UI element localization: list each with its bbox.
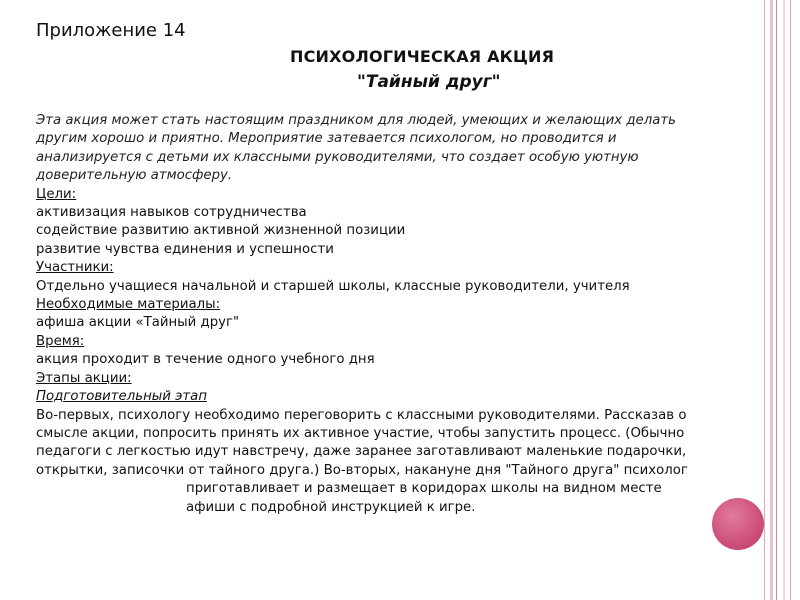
appendix-label: Приложение 14 [36,20,186,41]
stages-subheading: Подготовительный этап [36,389,208,405]
border-stripe [770,0,773,600]
page-subtitle: "Тайный друг" [357,72,501,92]
stages-indented-line: афиши с подробной инструкцией к игре. [186,499,476,515]
time-heading: Время: [36,333,85,349]
materials-heading: Необходимые материалы: [36,297,221,313]
intro-line: анализируется с детьми их классными руководителями, что создает особую уютную [36,149,639,165]
border-stripe [783,0,785,600]
stages-indented-line: приготавливает и размещает в коридорах школы на видном месте [186,481,662,497]
stages-line: Во-первых, психологу необходимо переговорить с классными руководителями. Рассказав о [36,407,687,423]
goal-item: содействие развитию активной жизненной позиции [36,223,406,239]
intro-line: Эта акция может стать настоящим праздником для людей, умеющих и желающих делать [36,113,676,128]
participants-text: Отдельно учащиеся начальной и старшей школы, классные руководители, учителя [36,278,630,294]
participants-heading: Участники: [36,260,114,276]
border-stripe [776,0,777,600]
intro-line: другим хорошо и приятно. Мероприятие затевается психологом, но проводится и [36,131,617,147]
stages-line: педагоги с легкостью идут навстречу, даже заранее заготавливают маленькие подарочки, [36,444,687,460]
time-text: акция проходит в течение одного учебного дня [36,352,375,368]
goals-heading: Цели: [36,186,77,202]
intro-paragraph [36,112,736,186]
goal-item: развитие чувства единения и успешности [36,241,334,257]
stages-line: смысле акции, попросить принять их активное участие, чтобы запустить процесс. (Обычно [36,425,685,441]
border-stripe [764,0,765,600]
goal-item: активизация навыков сотрудничества [36,205,307,221]
stages-heading: Этапы акции: [36,370,132,386]
materials-text: афиша акции «Тайный друг" [36,315,240,331]
border-stripe [790,0,791,600]
page-title: ПСИХОЛОГИЧЕСКАЯ АКЦИЯ [290,47,555,66]
intro-line: доверительную атмосферу. [36,168,233,184]
document-body [36,112,736,517]
stages-line: открытки, записочки от тайного друга.) Во-вторых, накануне дня "Тайного друга" психолог [36,462,688,478]
